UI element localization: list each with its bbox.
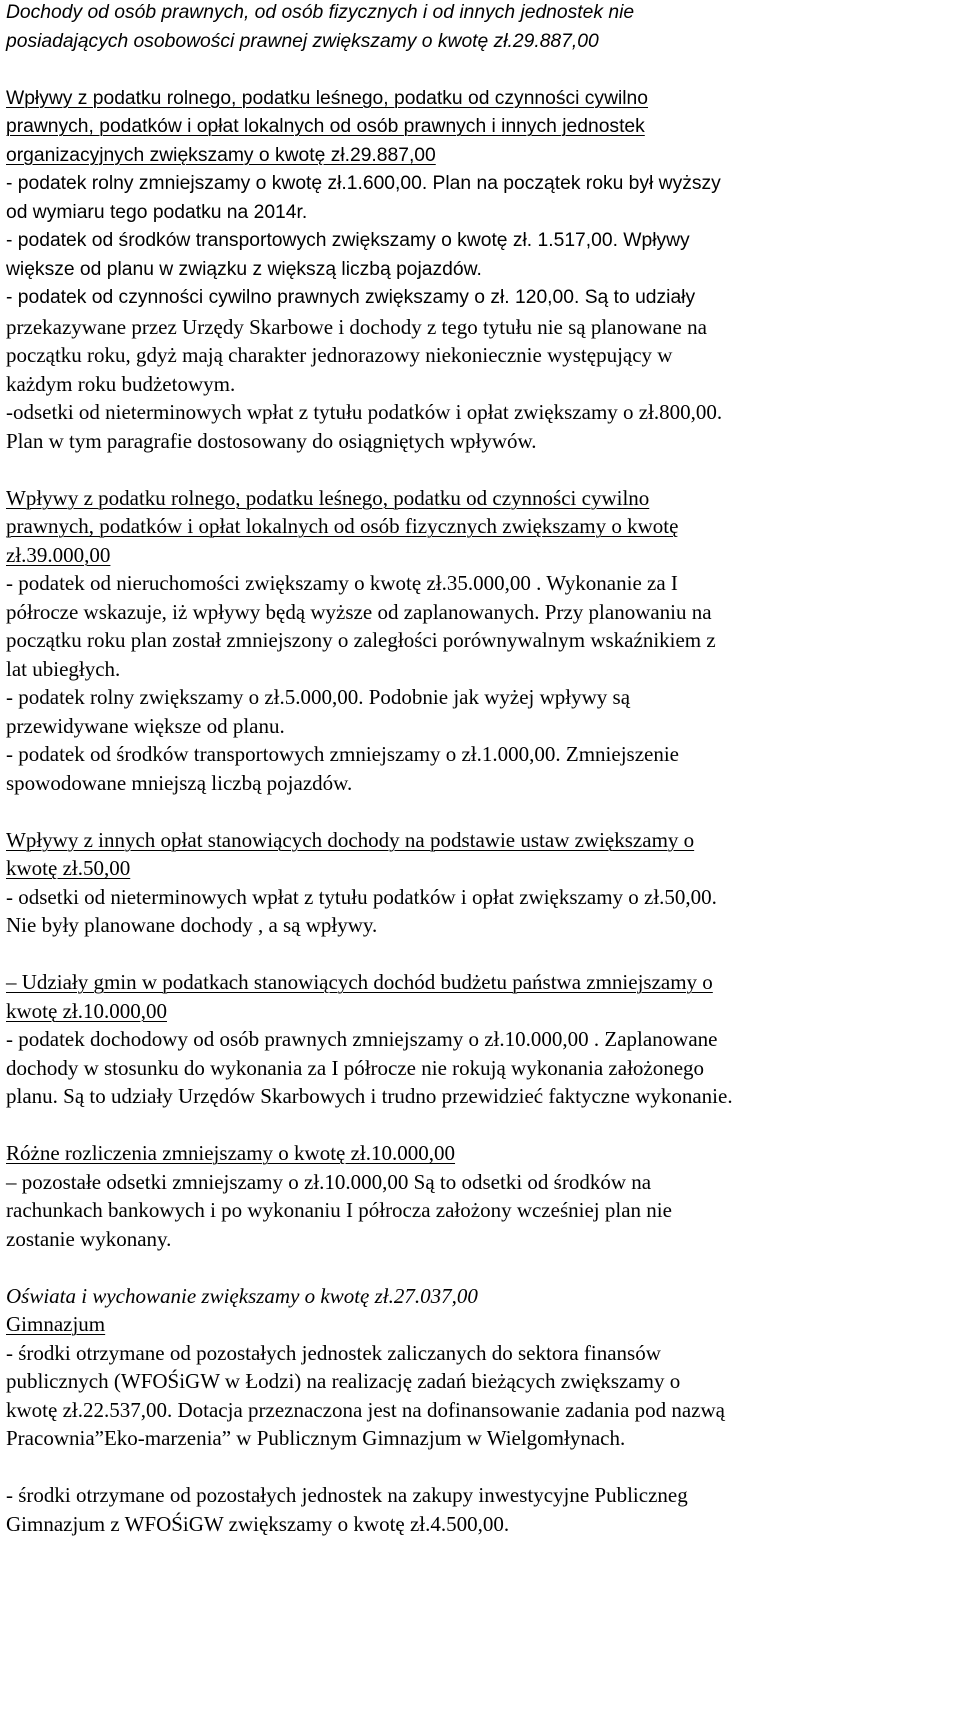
text-line: - podatek rolny zwiększamy o zł.5.000,00. Podobnie jak wyżej wpływy są (6, 685, 631, 709)
section-heading-line: Wpływy z innych opłat stanowiących dochody na podstawie ustaw zwiększamy o (6, 827, 695, 852)
text-line: - podatek od czynności cywilno prawnych zwiększamy o zł. 120,00. Są to udziały (6, 287, 696, 308)
text-line: – pozostałe odsetki zmniejszamy o zł.10.000,00 Są to odsetki od środków na (6, 1169, 652, 1194)
section-heading-line: Oświata i wychowanie zwiększamy o kwotę zł.27.037,00 (6, 1283, 478, 1308)
text-line: dochody w stosunku do wykonania za I półrocze nie rokują wykonania założonego (6, 1055, 705, 1080)
text-line: - podatek od środków transportowych zwiększamy o kwotę zł. 1.517,00. Wpływy (6, 230, 690, 251)
paragraph-oswiata (6, 1282, 954, 1453)
text-line: - podatek rolny zmniejszamy o kwotę zł.1.600,00. Plan na początek roku był wyższy (6, 173, 721, 194)
text-line: lat ubiegłych. (6, 656, 121, 681)
text-line: przewidywane większe od planu. (6, 713, 285, 738)
section-heading-line: prawnych, podatków i opłat lokalnych od osób prawnych i innych jednostek (6, 116, 645, 137)
text-line: - podatek od środków transportowych zmniejszamy o zł.1.000,00. Zmniejszenie (6, 742, 680, 766)
text-line: Pracownia”Eko-marzenia” w Publicznym Gimnazjum w Wielgomłynach. (6, 1426, 626, 1450)
text-line: - środki otrzymane od pozostałych jednostek na zakupy inwestycyjne Publiczneg (6, 1483, 688, 1507)
paragraph-udzialy-gmin (6, 968, 954, 1111)
text-line: zostanie wykonany. (6, 1226, 172, 1251)
text-line: - środki otrzymane od pozostałych jednostek zaliczanych do sektora finansów (6, 1340, 661, 1365)
text-line: Nie były planowane dochody , a są wpływy. (6, 913, 378, 937)
text-line: - podatek dochodowy od osób prawnych zmniejszamy o zł.10.000,00 . Zaplanowane (6, 1027, 718, 1051)
text-line: Plan w tym paragrafie dostosowany do osiągniętych wpływów. (6, 428, 537, 453)
section-heading-line: prawnych, podatków i opłat lokalnych od osób fizycznych zwiększamy o kwotę (6, 514, 679, 538)
text-line: każdym roku budżetowym. (6, 371, 236, 396)
text-line: - podatek od nieruchomości zwiększamy o kwotę zł.35.000,00 . Wykonanie za I (6, 571, 678, 595)
section-heading-line: – Udziały gmin w podatkach stanowiących dochód budżetu państwa zmniejszamy o (6, 970, 713, 994)
paragraph-wplywy-osoby-fizyczne (6, 484, 954, 798)
text-line: spowodowane mniejszą liczbą pojazdów. (6, 770, 353, 795)
document-page (6, 0, 954, 1538)
text-line: Gimnazjum z WFOŚiGW zwiększamy o kwotę zł.4.500,00. (6, 1511, 510, 1536)
text-line: początku roku plan został zmniejszony o zaległości porównywalnym wskaźnikiem z (6, 628, 716, 652)
section-heading-line: zł.39.000,00 (6, 542, 111, 567)
section-heading-line: Różne rozliczenia zmniejszamy o kwotę zł.10.000,00 (6, 1141, 456, 1165)
text-line: rachunkach bankowych i po wykonaniu I półrocza założony wcześniej plan nie (6, 1198, 672, 1222)
text-line: większe od planu w związku z większą liczbą pojazdów. (6, 258, 482, 280)
text-line: - odsetki od nieterminowych wpłat z tytułu podatków i opłat zwiększamy o zł.50,00. (6, 884, 717, 909)
section-heading-line: Wpływy z podatku rolnego, podatku leśnego, podatku od czynności cywilno (6, 87, 649, 109)
text-line: -odsetki od nieterminowych wpłat z tytułu podatków i opłat zwiększamy o zł.800,00. (6, 400, 723, 424)
text-line: przekazywane przez Urzędy Skarbowe i dochody z tego tytułu nie są planowane na (6, 314, 707, 339)
section-heading-line: kwotę zł.50,00 (6, 856, 131, 880)
paragraph-zakupy-inwestycyjne (6, 1481, 954, 1538)
paragraph-dochody (6, 0, 954, 56)
section-heading-line: Wpływy z podatku rolnego, podatku leśnego, podatku od czynności cywilno (6, 485, 650, 510)
subsection-heading-gimnazjum: Gimnazjum (6, 1312, 106, 1336)
paragraph-wplywy-osoby-prawne (6, 85, 954, 456)
section-heading-line: organizacyjnych zwiększamy o kwotę zł.29.887,00 (6, 144, 436, 166)
text-line: od wymiaru tego podatku na 2014r. (6, 201, 308, 223)
paragraph-inne-oplaty (6, 826, 954, 940)
text-line: publicznych (WFOŚiGW w Łodzi) na realizację zadań bieżących zwiększamy o (6, 1369, 681, 1393)
text-line: Dochody od osób prawnych, od osób fizycznych i od innych jednostek nie (6, 2, 635, 23)
text-line: początku roku, gdyż mają charakter jednorazowy niekoniecznie występujący w (6, 343, 673, 367)
paragraph-rozne-rozliczenia (6, 1139, 954, 1253)
text-line: planu. Są to udziały Urzędów Skarbowych i trudno przewidzieć faktyczne wykonanie. (6, 1084, 733, 1108)
section-heading-line: kwotę zł.10.000,00 (6, 998, 167, 1023)
text-line: kwotę zł.22.537,00. Dotacja przeznaczona jest na dofinansowanie zadania pod nazwą (6, 1397, 725, 1422)
text-line: półrocze wskazuje, iż wpływy będą wyższe od zaplanowanych. Przy planowaniu na (6, 599, 712, 624)
text-line: posiadających osobowości prawnej zwiększamy o kwotę zł.29.887,00 (6, 30, 599, 52)
